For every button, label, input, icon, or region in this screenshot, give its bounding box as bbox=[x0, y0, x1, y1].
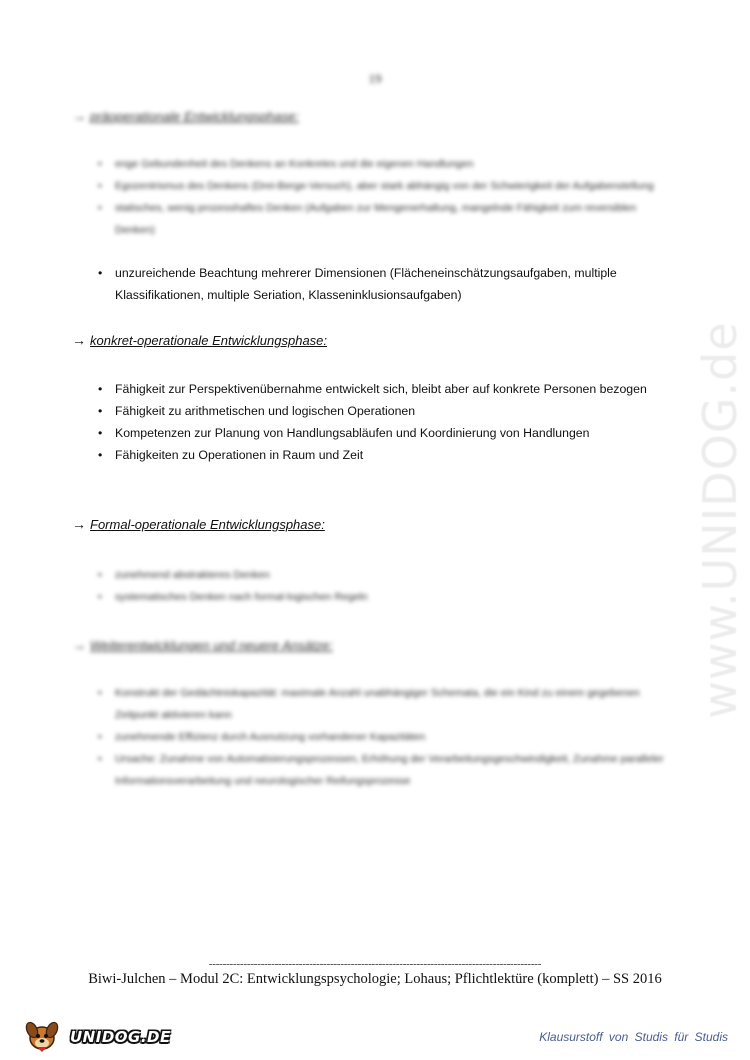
arrow-icon: → bbox=[72, 332, 86, 348]
watermark: www.UNIDOG.de bbox=[693, 321, 747, 719]
bullet-list-concrete-operational bbox=[98, 378, 678, 466]
list-item: • Fähigkeit zu arithmetischen und logischen Operationen bbox=[98, 400, 678, 422]
section-heading-preoperational: → präoperationale Entwicklungsphase: bbox=[72, 108, 299, 124]
list-item: • statisches, wenig prozesshaftes Denken (Aufgaben zur Mengenerhaltung, mangelnde Fähigkeit zum reversiblen Denken) bbox=[98, 197, 678, 241]
page-number: 19 bbox=[368, 71, 382, 86]
list-item: • Konstrukt der Gedächtniskapazität: maximale Anzahl unabhängiger Schemata, die ein Kind zu einem gegebenen Zeitpunkt aktivieren kann bbox=[98, 682, 678, 726]
bullet-list-preoperational-visible bbox=[98, 262, 678, 306]
list-item: • zunehmend abstrakteres Denken bbox=[98, 564, 678, 586]
arrow-icon: → bbox=[72, 108, 86, 124]
list-item: • systematisches Denken nach formal-logischen Regeln bbox=[98, 586, 678, 608]
arrow-icon: → bbox=[72, 516, 86, 532]
bullet-list-further-developments bbox=[98, 682, 678, 792]
section-heading-further-developments: → Weiterentwicklungen und neuere Ansätze: bbox=[72, 637, 333, 653]
list-item: • Kompetenzen zur Planung von Handlungsabläufen und Koordinierung von Handlungen bbox=[98, 422, 678, 444]
footer-separator: ------------------------------------------------------------------------------------------------ bbox=[208, 958, 542, 970]
dog-icon bbox=[20, 1018, 68, 1052]
list-item: • Fähigkeit zur Perspektivenübernahme entwickelt sich, bleibt aber auf konkrete Personen bezogen bbox=[98, 378, 678, 400]
list-item: • Fähigkeiten zu Operationen in Raum und Zeit bbox=[98, 444, 678, 466]
footer-tagline: Klausurstoff von Studis für Studis bbox=[539, 1030, 728, 1044]
bullet-list-formal-operational bbox=[98, 564, 678, 608]
logo-text: UNIDOG.DE bbox=[70, 1028, 171, 1046]
section-heading-concrete-operational: → konkret-operationale Entwicklungsphase: bbox=[72, 332, 328, 348]
footer-text: Biwi-Julchen – Modul 2C: Entwicklungspsychologie; Lohaus; Pflichtlektüre (komplett) – SS 2016 bbox=[88, 971, 662, 987]
list-item: • enge Gebundenheit des Denkens an Konkretes und die eigenen Handlungen bbox=[98, 153, 678, 175]
list-item: • Egozentrismus des Denkens (Drei-Berge-Versuch), aber stark abhängig von der Schwierigkeit der Aufgabenstellung bbox=[98, 175, 678, 197]
section-heading-formal-operational: → Formal-operationale Entwicklungsphase: bbox=[72, 516, 325, 532]
list-item: • zunehmende Effizienz durch Ausnutzung vorhandener Kapazitäten bbox=[98, 726, 678, 748]
unidog-logo bbox=[20, 1018, 171, 1052]
bullet-list-preoperational bbox=[98, 153, 678, 241]
list-item: • unzureichende Beachtung mehrerer Dimensionen (Flächeneinschätzungsaufgaben, multiple Klassifikationen, multiple Seriation, Klasseninklusionsaufgaben) bbox=[98, 262, 678, 306]
arrow-icon: → bbox=[72, 637, 86, 653]
list-item: • Ursache: Zunahme von Automatisierungsprozessen, Erhöhung der Verarbeitungsgeschwindigkeit, Zunahme paralleler Informationsverarbeitung und neurologischer Reifungsprozesse bbox=[98, 748, 678, 792]
